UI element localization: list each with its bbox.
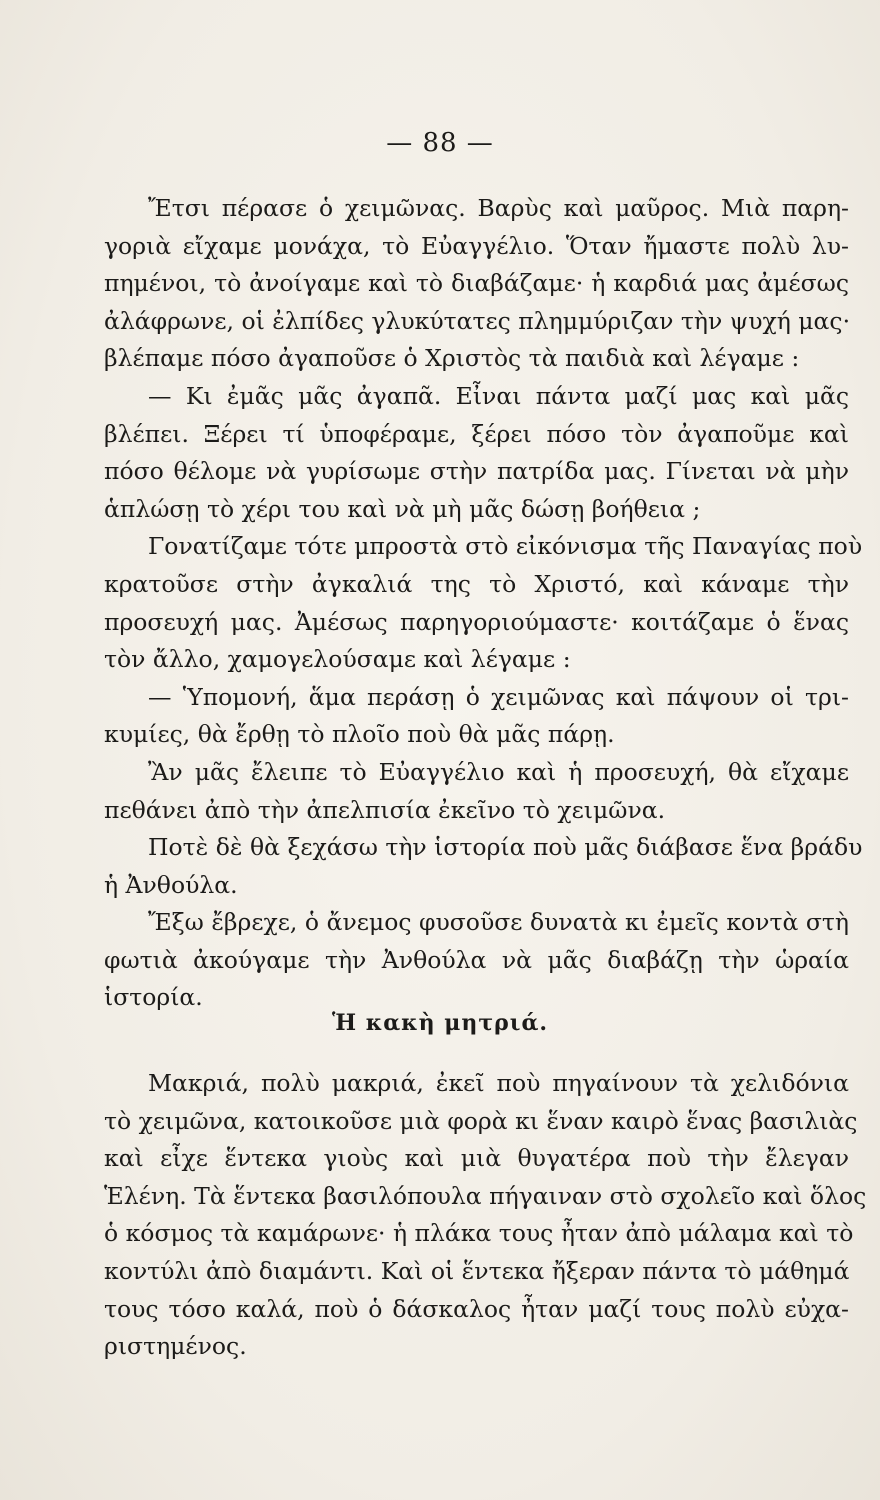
text-line: ὁ κόσμος τὰ καμάρωνε· ἡ πλάκα τους ἦταν ἀπὸ μάλαμα καὶ τὸ [104, 1219, 854, 1248]
text-line: ἁπλώσῃ τὸ χέρι του καὶ νὰ μὴ μᾶς δώσῃ βοήθεια ; [104, 494, 701, 523]
text-line: καὶ εἶχε ἕντεκα γιοὺς καὶ μιὰ θυγατέρα ποὺ τὴν ἔλεγαν [104, 1144, 849, 1173]
text-line: κοντύλι ἀπὸ διαμάντι. Καὶ οἱ ἕντεκα ἤξεραν πάντα τὸ μάθημά [104, 1256, 850, 1285]
text-line: φωτιὰ ἀκούγαμε τὴν Ἀνθούλα νὰ μᾶς διαβάζῃ τὴν ὡραία [104, 945, 849, 974]
text-line: κυμίες, θὰ ἔρθῃ τὸ πλοῖο ποὺ θὰ μᾶς πάρῃ. [104, 720, 615, 749]
text-line: κρατοῦσε στὴν ἀγκαλιά της τὸ Χριστό, καὶ κάναμε τὴν [104, 569, 849, 598]
text-line: τους τόσο καλά, ποὺ ὁ δάσκαλος ἦταν μαζί τους πολὺ εὐχα- [104, 1294, 849, 1323]
text-line: — Ὑπομονή, ἅμα περάσῃ ὁ χειμῶνας καὶ πάψουν οἱ τρι- [148, 682, 849, 711]
text-line: ἡ Ἀνθούλα. [104, 870, 238, 899]
page-number: — 88 — [386, 128, 494, 158]
text-line: Ποτὲ δὲ θὰ ξεχάσω τὴν ἱστορία ποὺ μᾶς διάβασε ἕνα βράδυ [148, 833, 863, 862]
text-line: βλέπαμε πόσο ἀγαποῦσε ὁ Χριστὸς τὰ παιδιὰ καὶ λέγαμε : [104, 344, 800, 373]
text-line: ἱστορία. [104, 983, 203, 1012]
text-line: Γονατίζαμε τότε μπροστὰ στὸ εἰκόνισμα τῆς Παναγίας ποὺ [148, 532, 863, 561]
text-line: γοριὰ εἴχαμε μονάχα, τὸ Εὐαγγέλιο. Ὅταν ἤμαστε πολὺ λυ- [104, 231, 849, 260]
text-line: — Κι ἐμᾶς μᾶς ἀγαπᾶ. Εἶναι πάντα μαζί μας καὶ μᾶς [148, 381, 849, 410]
text-line: Ἔξω ἔβρεχε, ὁ ἄνεμος φυσοῦσε δυνατὰ κι ἐμεῖς κοντὰ στὴ [148, 908, 849, 937]
section-heading: Ἡ κακὴ μητριά. [331, 1010, 549, 1036]
text-line: πόσο θέλομε νὰ γυρίσωμε στὴν πατρίδα μας. Γίνεται νὰ μὴν [104, 457, 849, 486]
text-line: τὸν ἄλλο, χαμογελούσαμε καὶ λέγαμε : [104, 645, 571, 674]
text-line: τὸ χειμῶνα, κατοικοῦσε μιὰ φορὰ κι ἕναν καιρὸ ἕνας βασιλιὰς [104, 1106, 858, 1135]
text-line: προσευχή μας. Ἀμέσως παρηγοριούμαστε· κοιτάζαμε ὁ ἕνας [104, 607, 849, 636]
text-line: Ἂν μᾶς ἔλειπε τὸ Εὐαγγέλιο καὶ ἡ προσευχή, θὰ εἴχαμε [148, 757, 849, 786]
text-line: Ἑλένη. Τὰ ἕντεκα βασιλόπουλα πήγαιναν στὸ σχολεῖο καὶ ὅλος [104, 1181, 867, 1210]
text-line: βλέπει. Ξέρει τί ὑποφέραμε, ξέρει πόσο τὸν ἀγαποῦμε καὶ [104, 419, 849, 448]
text-line: ριστημένος. [104, 1332, 247, 1361]
text-line: Μακριά, πολὺ μακριά, ἐκεῖ ποὺ πηγαίνουν τὰ χελιδόνια [148, 1069, 849, 1097]
text-line: ἀλάφρωνε, οἱ ἐλπίδες γλυκύτατες πλημμύριζαν τὴν ψυχή μας· [104, 306, 851, 335]
text-line: πεθάνει ἀπὸ τὴν ἀπελπισία ἐκεῖνο τὸ χειμῶνα. [104, 795, 666, 824]
text-line: Ἔτσι πέρασε ὁ χειμῶνας. Βαρὺς καὶ μαῦρος. Μιὰ παρη- [148, 194, 849, 222]
text-line: πημένοι, τὸ ἀνοίγαμε καὶ τὸ διαβάζαμε· ἡ καρδιά μας ἀμέσως [104, 269, 849, 298]
story-text [104, 1065, 867, 1366]
narrative-text [104, 190, 863, 1017]
